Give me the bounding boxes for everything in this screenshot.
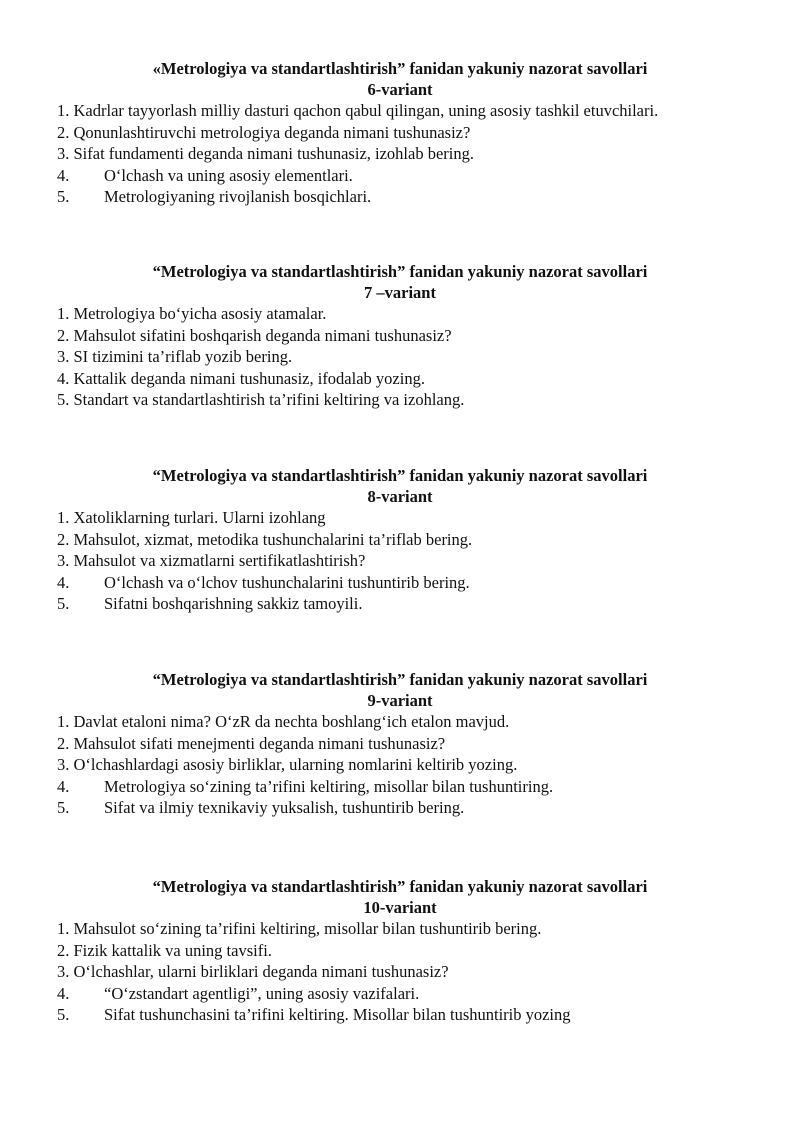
variant-label: 10-variant	[363, 898, 437, 917]
question-item	[0, 143, 800, 165]
question-item	[0, 165, 800, 187]
question-item	[0, 346, 800, 368]
question-item	[0, 1004, 800, 1026]
section-variant-10	[0, 876, 800, 1026]
question-item	[0, 593, 800, 615]
section-title: “Metrologiya va standartlashtirish” fanidan yakuniy nazorat savollari	[152, 466, 648, 485]
question-text: Sifat tushunchasini ta’rifini keltiring. Misollar bilan tushuntirib yozing	[104, 1005, 571, 1025]
question-number: 5.	[57, 594, 70, 614]
question-text: Metrologiya bo‘yicha asosiy atamalar.	[73, 304, 327, 323]
question-text: Xatoliklarning turlari. Ularni izohlang	[73, 508, 326, 527]
question-item	[0, 918, 800, 940]
question-number: 3.	[57, 755, 74, 775]
question-item	[0, 389, 800, 411]
question-text: Kattalik deganda nimani tushunasiz, ifodalab yozing.	[73, 368, 425, 388]
question-number: 4.	[57, 776, 70, 796]
section-variant-6	[0, 58, 800, 208]
section-title: “Metrologiya va standartlashtirish” fanidan yakuniy nazorat savollari	[152, 877, 648, 896]
question-number: 4.	[57, 165, 70, 185]
question-text: Mahsulot, xizmat, metodika tushunchalarini ta’riflab bering.	[73, 529, 473, 549]
question-number: 2.	[57, 122, 74, 142]
question-text: Mahsulot so‘zining ta’rifini keltiring, misollar bilan tushuntirib bering.	[73, 919, 542, 938]
question-number: 3.	[57, 347, 74, 367]
question-number: 1.	[57, 101, 74, 120]
question-item	[0, 507, 800, 529]
question-item	[0, 940, 800, 962]
question-number: 3.	[57, 962, 74, 982]
section-variant-9	[0, 669, 800, 819]
variant-label: 7 –variant	[364, 283, 436, 302]
question-item	[0, 100, 800, 122]
question-item	[0, 186, 800, 208]
question-item	[0, 550, 800, 572]
question-number: 5.	[57, 187, 70, 207]
question-item	[0, 529, 800, 551]
question-text: SI tizimini ta’riflab yozib bering.	[73, 347, 293, 367]
question-number: 2.	[57, 325, 74, 345]
question-item	[0, 797, 800, 819]
question-text: “O‘zstandart agentligi”, uning asosiy vazifalari.	[104, 983, 420, 1003]
question-text: Sifatni boshqarishning sakkiz tamoyili.	[104, 594, 363, 614]
question-number: 2.	[57, 733, 74, 753]
question-text: Davlat etaloni nima? O‘zR da nechta boshlang‘ich etalon mavjud.	[73, 712, 510, 731]
question-number: 1.	[57, 712, 74, 731]
question-number: 2.	[57, 529, 74, 549]
section-title: “Metrologiya va standartlashtirish” fanidan yakuniy nazorat savollari	[152, 670, 648, 689]
question-number: 3.	[57, 144, 74, 164]
question-number: 5.	[57, 1005, 70, 1025]
question-text: Metrologiya so‘zining ta’rifini keltiring, misollar bilan tushuntiring.	[104, 776, 554, 796]
question-item	[0, 368, 800, 390]
variant-label: 8-variant	[367, 487, 433, 506]
question-number: 2.	[57, 940, 74, 960]
question-number: 4.	[57, 368, 74, 388]
section-title: “Metrologiya va standartlashtirish” fanidan yakuniy nazorat savollari	[152, 262, 648, 281]
question-text: O‘lchashlar, ularni birliklari deganda nimani tushunasiz?	[73, 962, 449, 982]
question-text: O‘lchashlardagi asosiy birliklar, ularning nomlarini keltirib yozing.	[73, 755, 518, 775]
question-number: 1.	[57, 508, 74, 527]
question-item	[0, 572, 800, 594]
question-item	[0, 733, 800, 755]
question-item	[0, 754, 800, 776]
question-item	[0, 122, 800, 144]
question-text: Sifat fundamenti deganda nimani tushunasiz, izohlab bering.	[73, 144, 474, 164]
variant-label: 9-variant	[367, 691, 433, 710]
question-text: O‘lchash va uning asosiy elementlari.	[104, 165, 353, 185]
question-number: 3.	[57, 551, 74, 571]
question-text: Fizik kattalik va uning tavsifi.	[73, 940, 272, 960]
section-title: «Metrologiya va standartlashtirish” fanidan yakuniy nazorat savollari	[152, 59, 648, 78]
question-item	[0, 983, 800, 1005]
question-item	[0, 303, 800, 325]
question-item	[0, 711, 800, 733]
question-item	[0, 776, 800, 798]
question-text: Qonunlashtiruvchi metrologiya deganda nimani tushunasiz?	[73, 122, 471, 142]
question-text: Mahsulot sifatini boshqarish deganda nimani tushunasiz?	[73, 325, 452, 345]
question-number: 4.	[57, 572, 70, 592]
question-text: Sifat va ilmiy texnikaviy yuksalish, tushuntirib bering.	[104, 798, 465, 818]
question-number: 1.	[57, 304, 74, 323]
question-text: O‘lchash va o‘lchov tushunchalarini tushuntirib bering.	[104, 572, 470, 592]
question-number: 1.	[57, 919, 74, 938]
question-item	[0, 961, 800, 983]
section-variant-7	[0, 261, 800, 411]
question-number: 5.	[57, 798, 70, 818]
question-item	[0, 325, 800, 347]
question-text: Mahsulot va xizmatlarni sertifikatlashtirish?	[73, 551, 366, 571]
question-number: 5.	[57, 390, 74, 410]
question-text: Mahsulot sifati menejmenti deganda nimani tushunasiz?	[73, 733, 446, 753]
question-text: Metrologiyaning rivojlanish bosqichlari.	[104, 187, 372, 207]
variant-label: 6-variant	[367, 80, 433, 99]
section-variant-8	[0, 465, 800, 615]
question-number: 4.	[57, 983, 70, 1003]
question-text: Standart va standartlashtirish ta’rifini keltiring va izohlang.	[73, 390, 465, 410]
question-text: Kadrlar tayyorlash milliy dasturi qachon qabul qilingan, uning asosiy tashkil etuvchilari.	[73, 101, 659, 120]
